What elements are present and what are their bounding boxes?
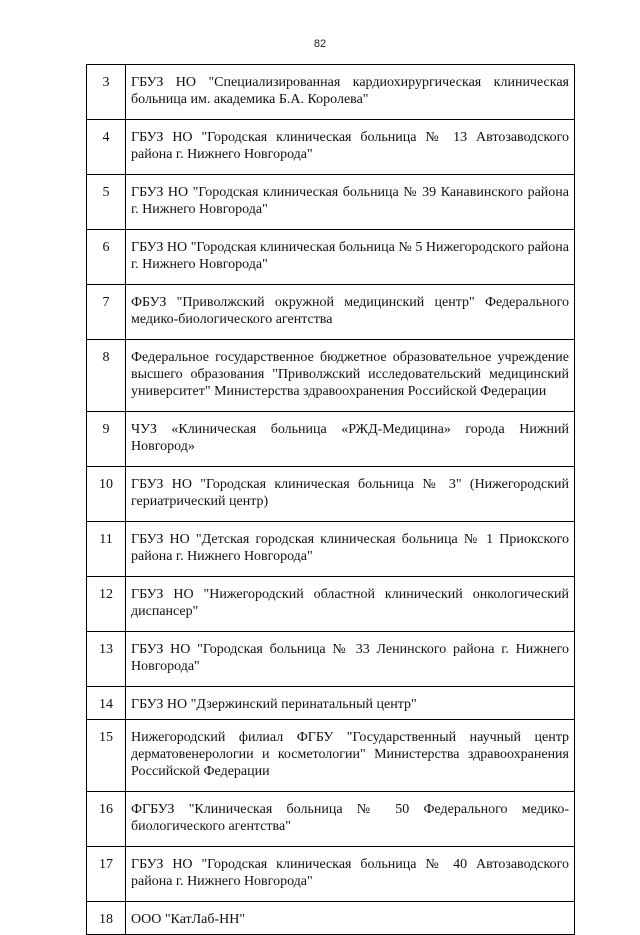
institution-name: ГБУЗ НО "Детская городская клиническая больница № 1 Приокского района г. Нижнего Новгорода" [126,522,575,577]
institution-name: Федеральное государственное бюджетное образовательное учреждение высшего образования "Приволжский исследовательский медицинский университет" Министерства здравоохранения Российской Федерации [126,340,575,412]
row-number: 18 [87,902,126,935]
institution-name: ООО "КатЛаб-НН" [126,902,575,935]
table-row [87,285,575,340]
institution-name: ГБУЗ НО "Городская клиническая больница № 13 Автозаводского района г. Нижнего Новгорода" [126,120,575,175]
row-number: 15 [87,720,126,792]
institution-name: ГБУЗ НО "Дзержинский перинатальный центр" [126,687,575,720]
table-row [87,175,575,230]
row-number: 16 [87,792,126,847]
table-row [87,340,575,412]
page-number: 82 [313,38,327,50]
institution-name: ФБУЗ "Приволжский окружной медицинский центр" Федерального медико-биологического агентства [126,285,575,340]
institutions-table [86,64,575,935]
table-row [87,65,575,120]
institution-name: ГБУЗ НО "Городская больница № 33 Ленинского района г. Нижнего Новгорода" [126,632,575,687]
table-row [87,687,575,720]
institution-name: ГБУЗ НО "Нижегородский областной клинический онкологический диспансер" [126,577,575,632]
row-number: 12 [87,577,126,632]
row-number: 6 [87,230,126,285]
row-number: 7 [87,285,126,340]
row-number: 14 [87,687,126,720]
table-row [87,632,575,687]
institution-name: Нижегородский филиал ФГБУ "Государственный научный центр дерматовенерологии и косметологии" Министерства здравоохранения Российской Федерации [126,720,575,792]
table-row [87,412,575,467]
institution-name: ГБУЗ НО "Городская клиническая больница № 3" (Нижегородский гериатрический центр) [126,467,575,522]
institution-name: ГБУЗ НО "Специализированная кардиохирургическая клиническая больница им. академика Б.А. Королева" [126,65,575,120]
table-row [87,467,575,522]
row-number: 11 [87,522,126,577]
row-number: 17 [87,847,126,902]
institution-name: ФГБУЗ "Клиническая больница № 50 Федерального медико-биологического агентства" [126,792,575,847]
row-number: 4 [87,120,126,175]
table-row [87,577,575,632]
row-number: 5 [87,175,126,230]
row-number: 8 [87,340,126,412]
institution-name: ГБУЗ НО "Городская клиническая больница № 39 Канавинского района г. Нижнего Новгорода" [126,175,575,230]
table-row [87,720,575,792]
table-row [87,847,575,902]
institution-name: ЧУЗ «Клиническая больница «РЖД-Медицина» города Нижний Новгород» [126,412,575,467]
table-row [87,792,575,847]
table-row [87,230,575,285]
row-number: 13 [87,632,126,687]
institution-name: ГБУЗ НО "Городская клиническая больница № 5 Нижегородского района г. Нижнего Новгорода" [126,230,575,285]
row-number: 3 [87,65,126,120]
row-number: 10 [87,467,126,522]
institution-name: ГБУЗ НО "Городская клиническая больница № 40 Автозаводского района г. Нижнего Новгорода" [126,847,575,902]
table-row [87,120,575,175]
table-row [87,522,575,577]
table-row [87,902,575,935]
row-number: 9 [87,412,126,467]
